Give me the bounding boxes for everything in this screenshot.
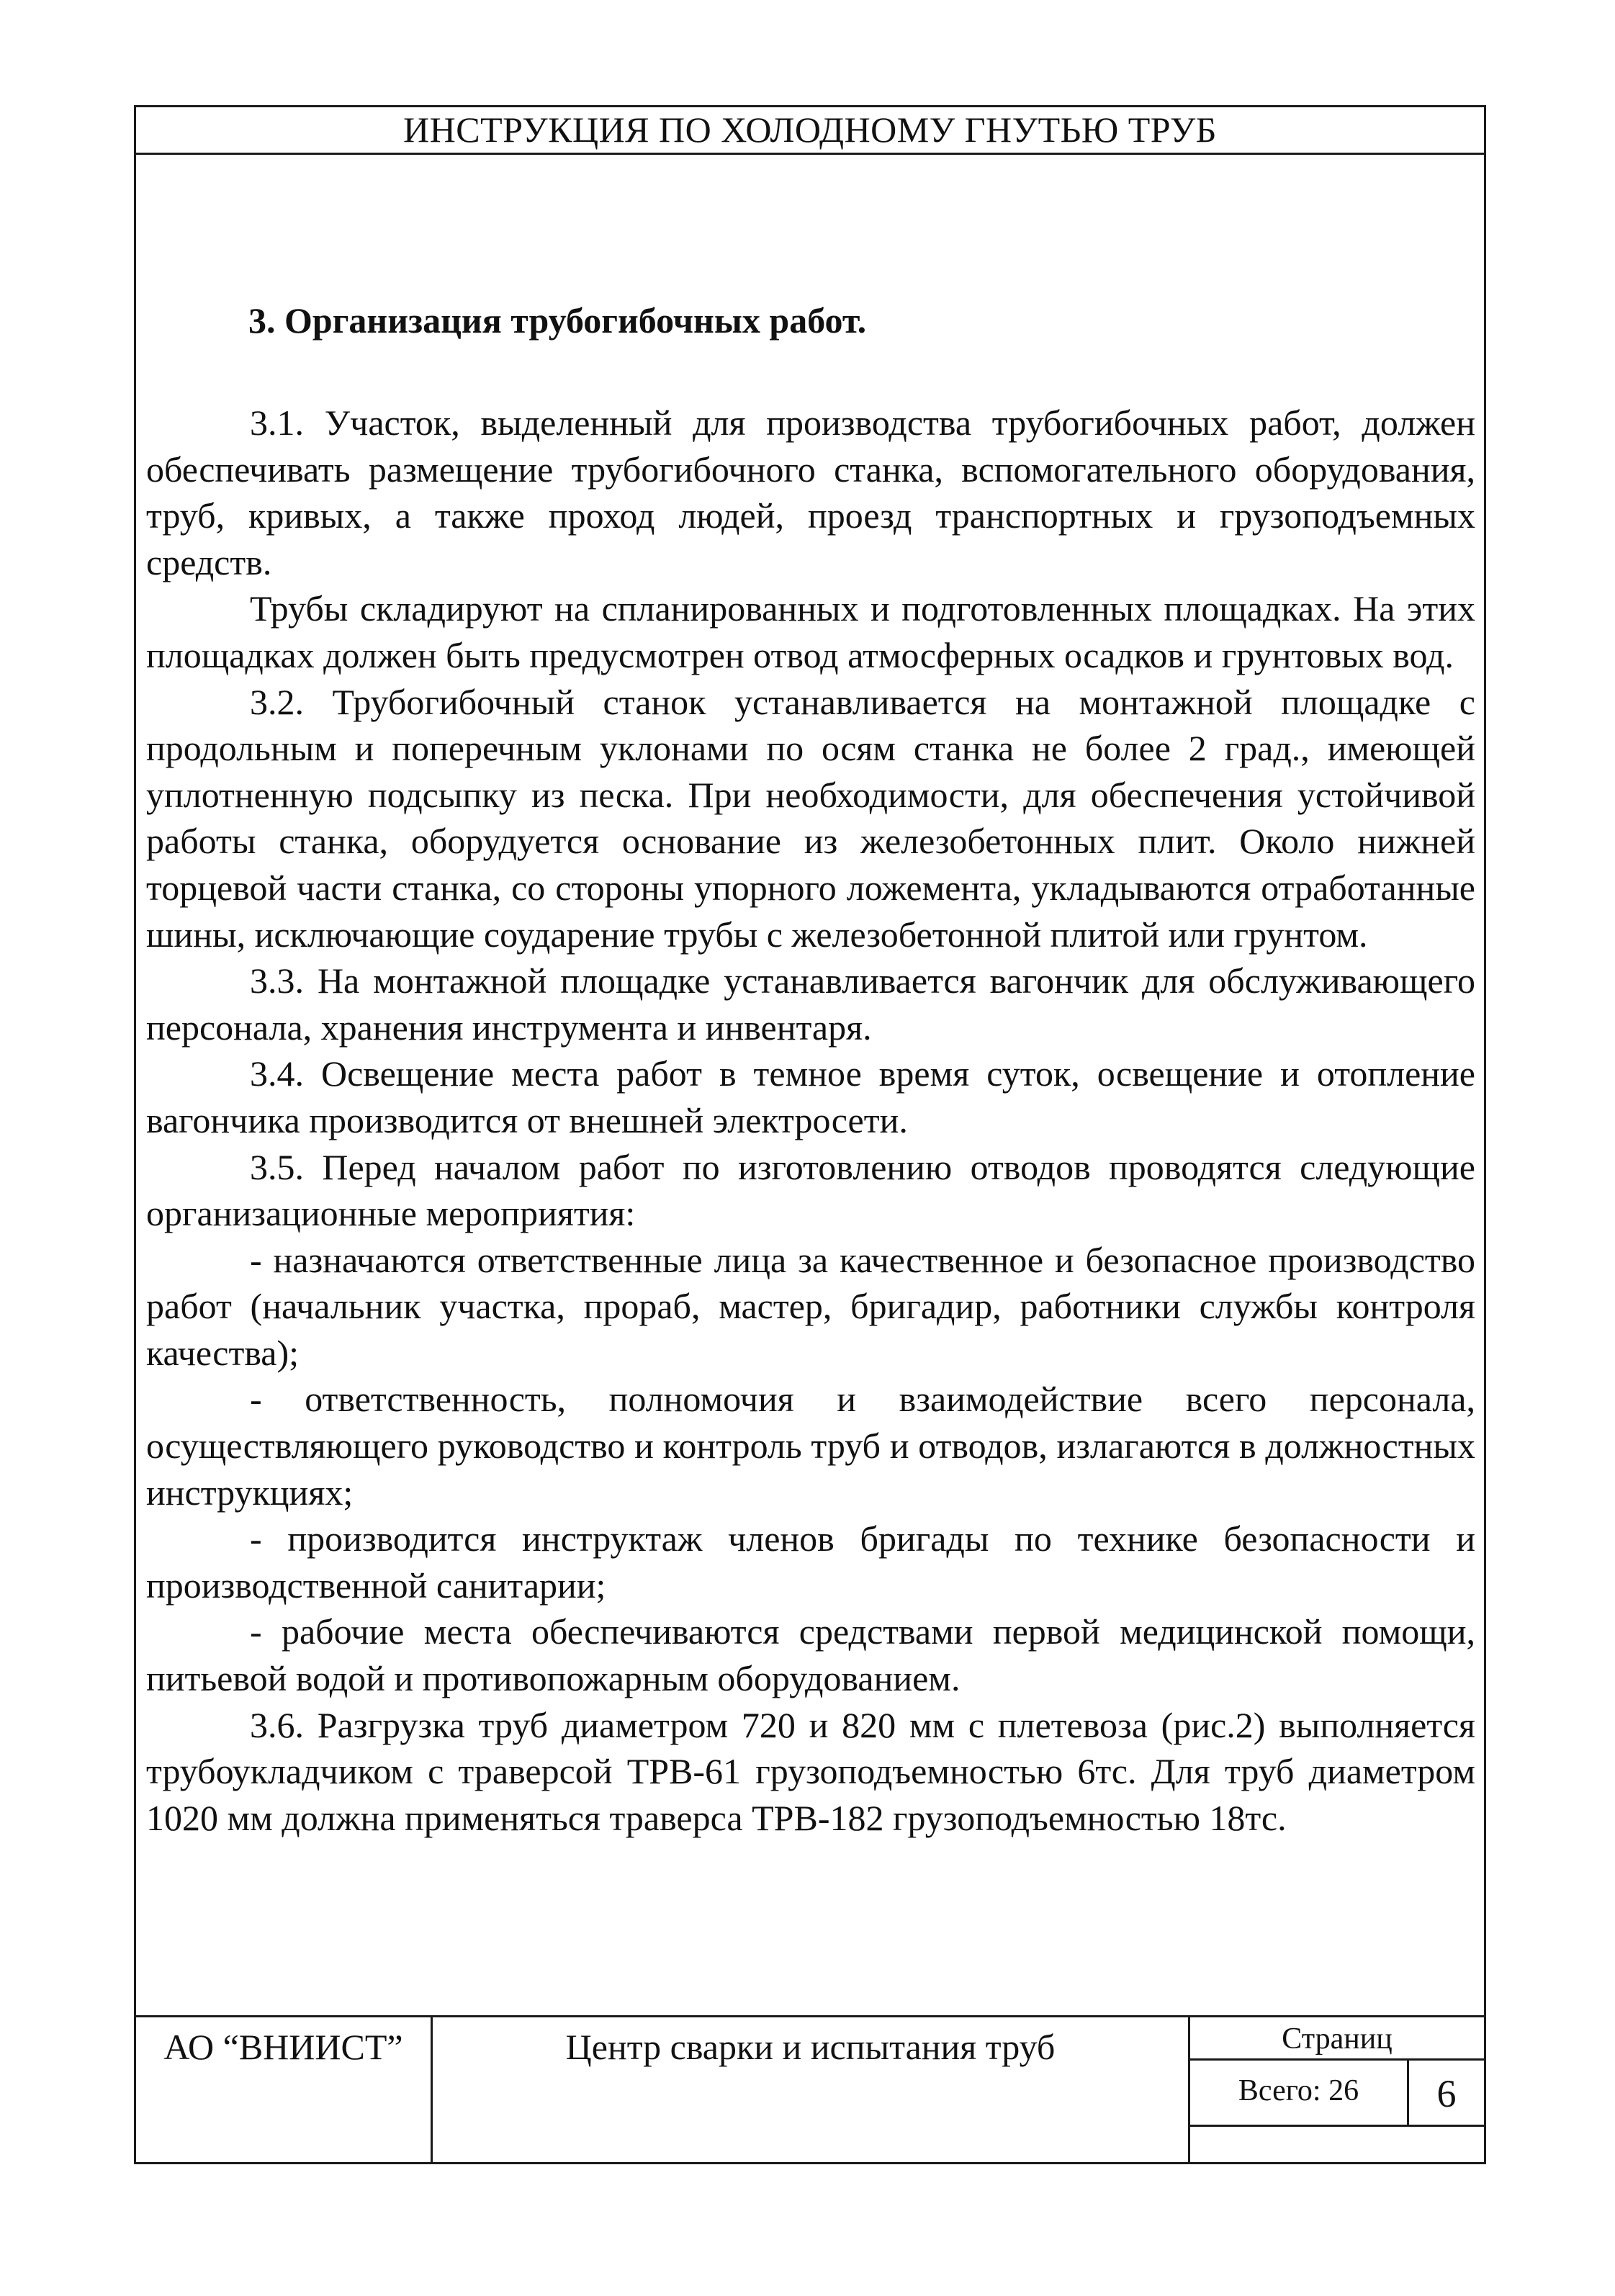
document-frame <box>134 105 1486 2164</box>
pages-cell <box>1190 2017 1484 2162</box>
total-pages: Всего: 26 <box>1190 2061 1409 2127</box>
list-item-responsibilities: - ответственность, полномочия и взаимодействие всего персонала, осуществляющего руководство и контроль труб и отводов, излагаются в должностных инструкциях; <box>146 1379 1475 1513</box>
paragraph-3-1: 3.1. Участок, выделенный для производства трубогибочных работ, должен обеспечивать размещение трубогибочного станка, вспомогательного оборудования, труб, кривых, а также проход людей, проезд транспортных и грузоподъемных средств. <box>146 402 1475 582</box>
paragraph-3-2: 3.2. Трубогибочный станок устанавливается на монтажной площадке с продольным и поперечным уклонами по осям станка не более 2 град., имеющей уплотненную подсыпку из песка. При необходимости, для обеспечения устойчивой работы станка, оборудуется основание из железобетонных плит. Около нижней торцевой части станка, со стороны упорного ложемента, укладываются отработанные шины, исключающие соударение трубы с железобетонной плитой или грунтом. <box>146 681 1475 955</box>
list-item-workplaces: - рабочие места обеспечиваются средствами первой медицинской помощи, питьевой водой и противопожарным оборудованием. <box>146 1611 1475 1699</box>
body-text <box>146 400 1475 1841</box>
document-title: ИНСТРУКЦИЯ ПО ХОЛОДНОМУ ГНУТЬЮ ТРУБ <box>403 109 1217 150</box>
center-cell <box>433 2017 1190 2162</box>
document-content <box>146 155 1475 2102</box>
title-block <box>136 2015 1484 2162</box>
organization-name: АО “ВНИИСТ” <box>163 2027 403 2067</box>
paragraph-3-3: 3.3. На монтажной площадке устанавливается вагончик для обслуживающего персонала, хранения инструмента и инвентаря. <box>146 960 1475 1048</box>
paragraph-3-5: 3.5. Перед началом работ по изготовлению отводов проводятся следующие организационные мероприятия: <box>146 1146 1475 1234</box>
pages-label: Страниц <box>1190 2017 1484 2061</box>
document-header <box>136 107 1484 155</box>
page-number: 6 <box>1409 2061 1484 2127</box>
center-name: Центр сварки и испытания труб <box>565 2027 1056 2067</box>
paragraph-3-4: 3.4. Освещение места работ в темное время суток, освещение и отопление вагончика производится от внешней электросети. <box>146 1053 1475 1140</box>
paragraph-storage: Трубы складируют на спланированных и подготовленных площадках. На этих площадках должен быть предусмотрен отвод атмосферных осадков и грунтовых вод. <box>146 588 1475 675</box>
paragraph-3-6: 3.6. Разгрузка труб диаметром 720 и 820 мм с плетевоза (рис.2) выполняется трубоукладчиком с траверсой ТРВ-61 грузоподъемностью 6тс. Для труб диаметром 1020 мм должна применяться траверса ТРВ-182 грузоподъемностью 18тс. <box>146 1704 1475 1838</box>
list-item-responsible-persons: - назначаются ответственные лица за качественное и безопасное производство работ (начальник участка, прораб, мастер, бригадир, работники службы контроля качества); <box>146 1239 1475 1373</box>
section-heading: 3. Организация трубогибочных работ. <box>248 300 867 341</box>
organization-cell <box>136 2017 433 2162</box>
list-item-instruction: - производится инструктаж членов бригады по технике безопасности и производственной санитарии; <box>146 1518 1475 1606</box>
